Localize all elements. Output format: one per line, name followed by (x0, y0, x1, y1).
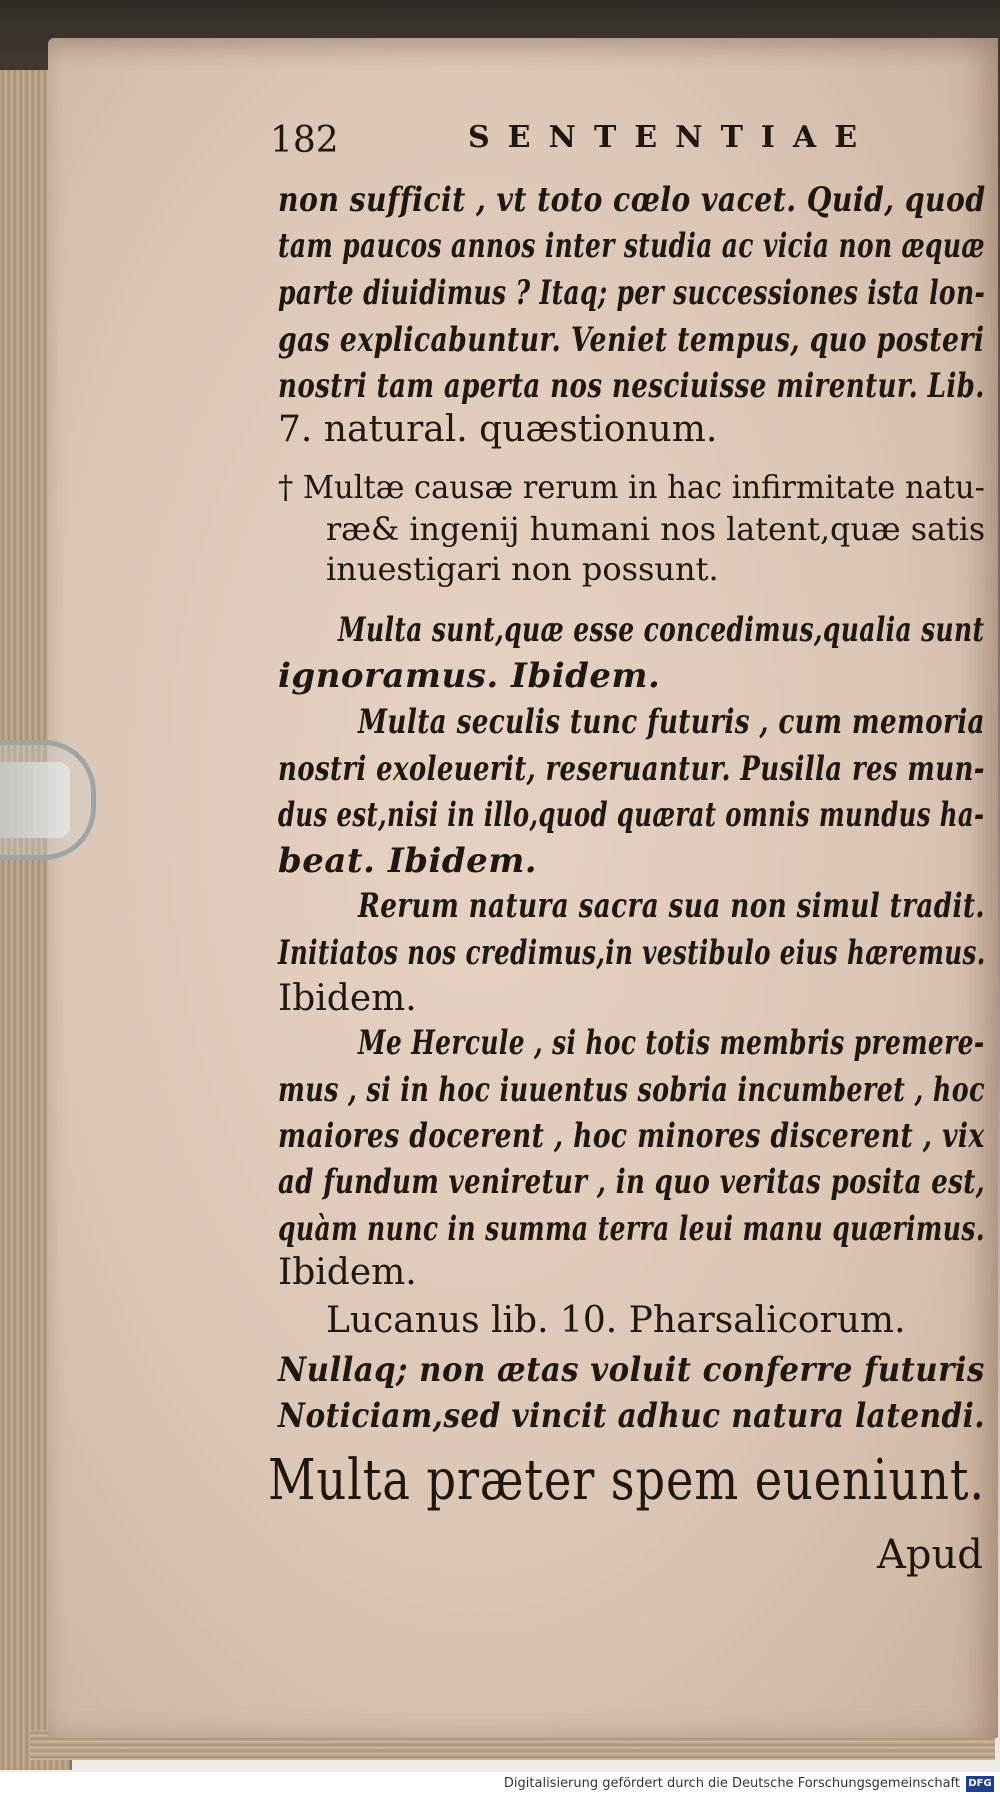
text-line: beat. Ibidem. (278, 841, 538, 881)
text-line: tam paucos annos inter studia ac vicia non æquæ (278, 226, 985, 266)
text-line: inuestigari non possunt. (326, 550, 719, 588)
text-line: ignoramus. Ibidem. (278, 656, 661, 696)
section-heading: Multa præter spem eueniunt. (268, 1448, 985, 1513)
text-line: Me Hercule , si hoc totis membris premere- (358, 1023, 985, 1063)
text-line: Lucanus lib. 10. Pharsalicorum. (326, 1300, 906, 1341)
text-line: non sufficit , vt toto cœlo vacet. Quid, quod (278, 180, 986, 220)
text-line: dus est,nisi in illo,quod quærat omnis mundus ha- (278, 795, 985, 835)
text-line: Initiatos nos credimus,in vestibulo eius hæremus. (278, 933, 986, 973)
catchword: Apud (877, 1532, 983, 1578)
text-line: ræ& ingenij humani nos latent,quæ satis (326, 510, 986, 548)
page-clip-body (0, 762, 70, 838)
text-line: Ibidem. (278, 978, 417, 1019)
text-line: mus , si in hoc iuuentus sobria incumberet , hoc (278, 1070, 985, 1110)
text-line: maiores docerent , hoc minores discerent , vix (278, 1116, 985, 1156)
page-number: 182 (270, 120, 339, 161)
text-line: gas explicabuntur. Veniet tempus, quo posteri (278, 320, 985, 360)
text-line: nostri exoleuerit, reseruantur. Pusilla res mun- (278, 749, 985, 789)
text-line: Multa sunt,quæ esse concedimus,qualia sunt (338, 610, 985, 650)
footer-credit: Digitalisierung gefördert durch die Deutsche Forschungsgemeinschaft (503, 1776, 960, 1791)
text-line: Multa seculis tunc futuris , cum memoria (358, 702, 985, 742)
text-line: Noticiam,sed vincit adhuc natura latendi. (278, 1396, 985, 1436)
text-line: ad fundum veniretur , in quo veritas posita est, (278, 1162, 986, 1202)
text-line: Nullaq; non ætas voluit conferre futuris (278, 1350, 985, 1390)
running-head: SENTENTIAE (468, 120, 876, 155)
text-line: Rerum natura sacra sua non simul tradit. (358, 886, 985, 926)
text-line: parte diuidimus ? Itaq; per successiones ista lon- (278, 273, 986, 313)
text-line: Ibidem. (278, 1252, 417, 1293)
text-line: † Multæ causæ rerum in hac infirmitate natu- (278, 468, 985, 506)
text-line: 7. natural. quæstionum. (278, 409, 718, 450)
text-line: nostri tam aperta nos nesciuisse mirentur. Lib. (278, 366, 985, 406)
text-line: quàm nunc in summa terra leui manu quærimus. (278, 1209, 985, 1249)
dfg-logo: DFG (966, 1776, 994, 1792)
